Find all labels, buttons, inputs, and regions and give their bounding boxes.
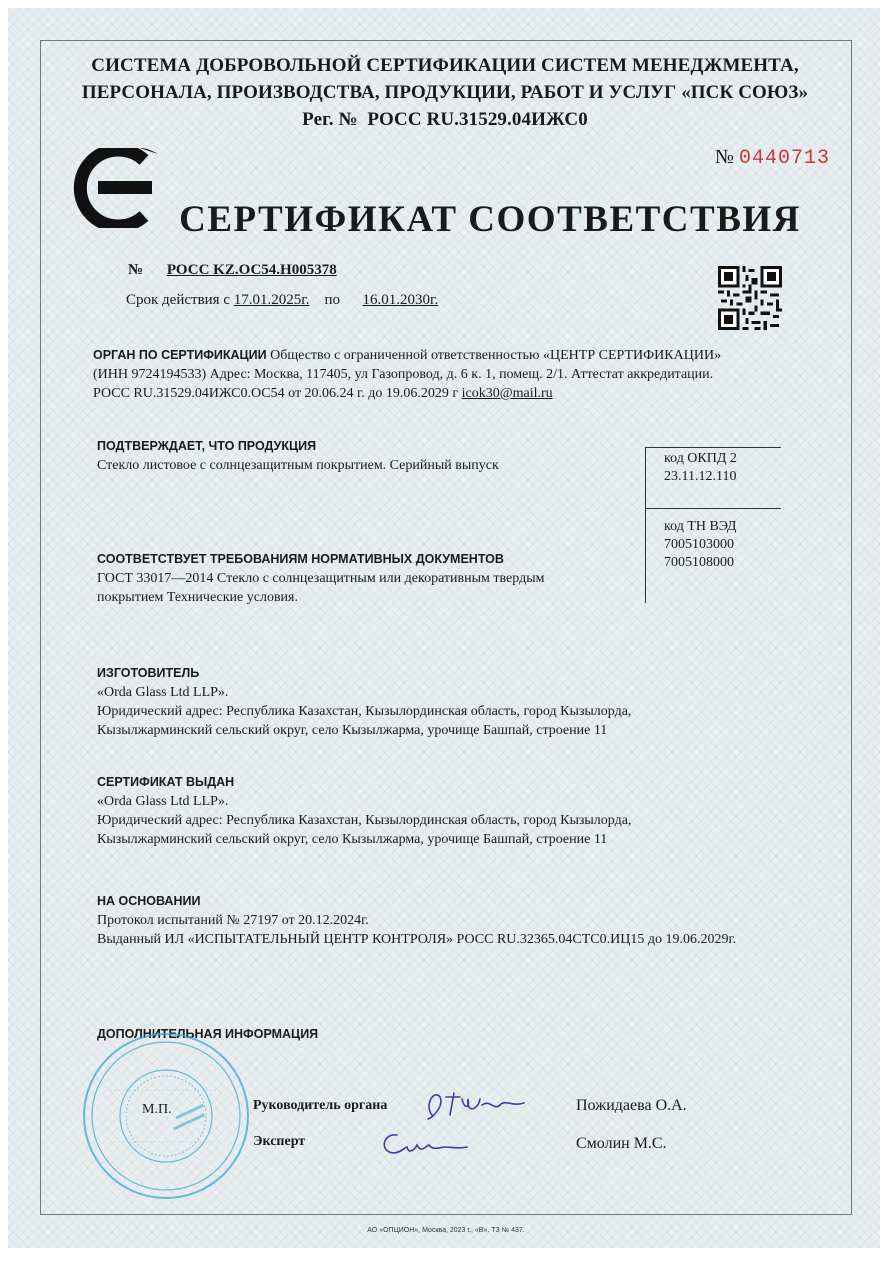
organ-line-1: Общество с ограниченной ответственностью «ЦЕНТР СЕРТИФИКАЦИИ»: [266, 348, 722, 363]
expert-signature-icon: [375, 1125, 475, 1165]
validity-prefix: Срок действия с: [126, 292, 230, 308]
expert-role-label: Эксперт: [253, 1134, 306, 1149]
manufacturer-name: «Orda Glass Ltd LLP».: [97, 685, 229, 700]
manufacturer-address-2: Кызылжарминский сельский округ, село Кызылжарма, урочище Башпай, строение 11: [97, 723, 608, 738]
validity-mid: по: [324, 292, 340, 308]
manufacturer-address-1: Юридический адрес: Республика Казахстан, Кызылординская область, город Кызылорда,: [97, 704, 632, 719]
okpd-label: код ОКПД 2: [664, 451, 737, 466]
basis-section: [97, 892, 817, 949]
head-name: Пожидаева О.А.: [576, 1097, 687, 1114]
issued-address-2: Кызылжарминский сельский округ, село Кызылжарма, урочище Башпай, строение 11: [97, 832, 608, 847]
basis-label: НА ОСНОВАНИИ: [97, 894, 201, 908]
blank-number: [715, 146, 830, 170]
tnved-value-1: 7005103000: [664, 537, 734, 552]
extra-info-label: ДОПОЛНИТЕЛЬНАЯ ИНФОРМАЦИЯ: [97, 1027, 319, 1041]
certificate-number-label: №: [128, 262, 144, 278]
product-label: ПОДТВЕРЖДАЕТ, ЧТО ПРОДУКЦИЯ: [97, 439, 317, 453]
header-line-2: ПЕРСОНАЛА, ПРОИЗВОДСТВА, ПРОДУКЦИИ, РАБОТ И УСЛУГ «ПСК СОЮЗ»: [81, 82, 809, 103]
tnved-label: код ТН ВЭД: [664, 519, 737, 534]
basis-line-2: Выданный ИЛ «ИСПЫТАТЕЛЬНЫЙ ЦЕНТР КОНТРОЛЯ» РОСС RU.32365.04СТС0.ИЦ15 до 19.06.2029г.: [97, 932, 737, 947]
norms-label: СООТВЕТСТВУЕТ ТРЕБОВАНИЯМ НОРМАТИВНЫХ ДОКУМЕНТОВ: [97, 552, 504, 566]
system-header: [48, 52, 842, 133]
organ-email-link[interactable]: icok30@mail.ru: [461, 386, 553, 401]
organ-line-3: РОСС RU.31529.04ИЖС0.ОС54 от 20.06.24 г. до 19.06.2029 г: [93, 386, 462, 401]
organ-label: ОРГАН ПО СЕРТИФИКАЦИИ: [93, 348, 267, 362]
header-line-1: СИСТЕМА ДОБРОВОЛЬНОЙ СЕРТИФИКАЦИИ СИСТЕМ МЕНЕДЖМЕНТА,: [91, 55, 799, 76]
issued-section: [97, 773, 797, 849]
printer-note: АО «ОПЦИОН», Москва, 2023 г., «В». ТЗ № 437.: [367, 1227, 525, 1234]
reg-value: РОСС RU.31529.04ИЖС0: [367, 109, 588, 130]
qr-code-icon[interactable]: [718, 266, 782, 330]
norms-section: [97, 550, 637, 607]
certification-logo-icon: [70, 148, 166, 228]
issued-address-1: Юридический адрес: Республика Казахстан, Кызылординская область, город Кызылорда,: [97, 813, 632, 828]
head-signature-icon: [420, 1085, 530, 1125]
okpd-value: 23.11.12.110: [664, 469, 737, 484]
certificate-number: [128, 262, 337, 279]
issued-name: «Orda Glass Ltd LLP».: [97, 794, 229, 809]
stamp-placeholder: М.П.: [142, 1102, 172, 1117]
head-role-label: Руководитель органа: [253, 1098, 388, 1113]
codes-divider: [646, 508, 781, 509]
tnved-value-2: 7005108000: [664, 555, 734, 570]
manufacturer-section: [97, 664, 797, 740]
basis-line-1: Протокол испытаний № 27197 от 20.12.2024г.: [97, 913, 369, 928]
certification-body: [93, 346, 793, 403]
codes-box: [645, 447, 781, 603]
registration-number: [48, 106, 842, 133]
valid-to: 16.01.2030г.: [362, 292, 439, 308]
organ-line-2: (ИНН 9724194533) Адрес: Москва, 117405, ул Газопровод, д. 6 к. 1, помещ. 2/1. Аттестат аккредитации.: [93, 367, 714, 382]
product-text: Стекло листовое с солнцезащитным покрытием. Серийный выпуск: [97, 458, 499, 473]
issued-label: СЕРТИФИКАТ ВЫДАН: [97, 775, 235, 789]
blank-number-value: 0440713: [738, 147, 830, 170]
valid-from: 17.01.2025г.: [233, 292, 310, 308]
norms-line-1: ГОСТ 33017—2014 Стекло с солнцезащитным или декоративным твердым: [97, 571, 545, 586]
expert-name: Смолин М.С.: [576, 1135, 667, 1152]
blank-number-symbol: №: [714, 146, 734, 168]
norms-line-2: покрытием Технические условия.: [97, 590, 298, 605]
validity-period: [126, 292, 438, 309]
certificate-number-value: РОСС KZ.ОС54.Н005378: [166, 262, 337, 278]
reg-label: Рег. №: [302, 109, 358, 130]
manufacturer-label: ИЗГОТОВИТЕЛЬ: [97, 666, 200, 680]
document-title: СЕРТИФИКАТ СООТВЕТСТВИЯ: [179, 199, 801, 240]
product-section: [97, 437, 637, 475]
